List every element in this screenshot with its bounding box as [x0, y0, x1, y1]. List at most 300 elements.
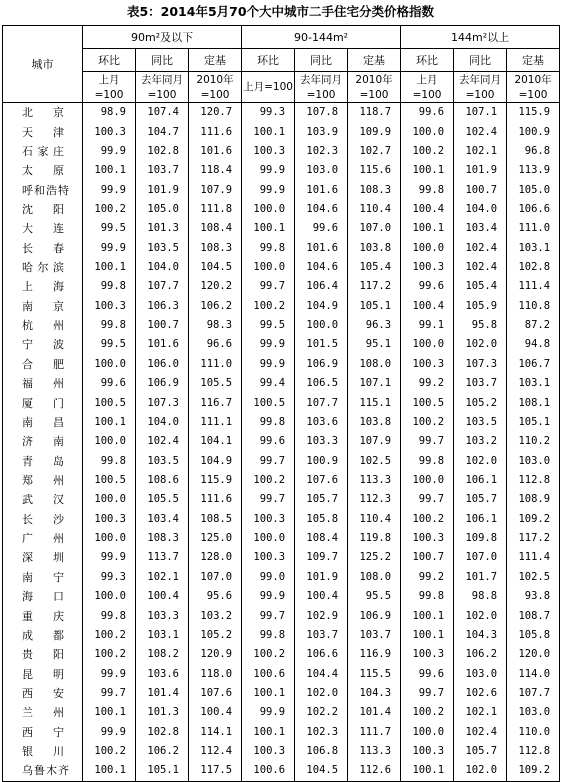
index-value: 100.2 — [401, 703, 454, 722]
index-value: 108.5 — [189, 510, 242, 529]
index-value: 87.2 — [507, 316, 560, 335]
index-value: 103.8 — [348, 239, 401, 258]
index-value: 109.8 — [454, 529, 507, 548]
city-name: 石家庄 — [3, 142, 83, 161]
index-value: 105.7 — [295, 490, 348, 509]
index-value: 105.1 — [348, 297, 401, 316]
index-value: 113.3 — [348, 471, 401, 490]
index-value: 120.7 — [189, 103, 242, 123]
index-value: 103.7 — [454, 374, 507, 393]
index-value: 99.9 — [242, 587, 295, 606]
index-value: 99.8 — [83, 277, 136, 296]
index-value: 100.5 — [401, 393, 454, 412]
index-value: 108.4 — [189, 219, 242, 238]
type-header: 环比 — [401, 49, 454, 72]
index-value: 108.1 — [507, 393, 560, 412]
index-value: 102.9 — [295, 606, 348, 625]
index-value: 104.5 — [295, 761, 348, 781]
index-value: 100.1 — [242, 684, 295, 703]
index-value: 100.3 — [242, 548, 295, 567]
index-value: 106.9 — [348, 606, 401, 625]
index-value: 107.4 — [136, 103, 189, 123]
index-value: 101.9 — [295, 568, 348, 587]
index-value: 103.0 — [507, 451, 560, 470]
index-value: 107.0 — [454, 548, 507, 567]
index-value: 101.9 — [454, 161, 507, 180]
table-row — [3, 239, 560, 258]
index-value: 113.7 — [136, 548, 189, 567]
table-row — [3, 471, 560, 490]
table-row — [3, 258, 560, 277]
base-header-suffix: =100 — [295, 87, 348, 103]
index-value: 102.4 — [454, 122, 507, 141]
index-value: 100.3 — [83, 510, 136, 529]
table-row — [3, 548, 560, 567]
index-value: 100.0 — [83, 432, 136, 451]
index-value: 103.4 — [136, 510, 189, 529]
table-row — [3, 103, 560, 123]
index-value: 100.0 — [242, 200, 295, 219]
index-value: 104.4 — [295, 664, 348, 683]
index-value: 108.2 — [136, 645, 189, 664]
index-value: 101.6 — [295, 239, 348, 258]
index-value: 104.5 — [189, 258, 242, 277]
index-value: 99.3 — [83, 568, 136, 587]
index-value: 106.5 — [295, 374, 348, 393]
index-value: 110.4 — [348, 200, 401, 219]
index-value: 105.9 — [454, 297, 507, 316]
base-header: 去年同月 — [454, 72, 507, 88]
index-value: 100.2 — [83, 645, 136, 664]
index-value: 100.4 — [189, 703, 242, 722]
index-value: 105.2 — [454, 393, 507, 412]
index-value: 104.0 — [136, 413, 189, 432]
index-value: 100.0 — [242, 258, 295, 277]
index-value: 101.3 — [136, 219, 189, 238]
index-value: 100.3 — [242, 510, 295, 529]
type-header: 定基 — [507, 49, 560, 72]
city-name: 昆明 — [3, 664, 83, 683]
type-header: 定基 — [189, 49, 242, 72]
index-value: 110.4 — [348, 510, 401, 529]
index-value: 115.9 — [507, 103, 560, 123]
city-name: 杭州 — [3, 316, 83, 335]
type-header: 同比 — [454, 49, 507, 72]
index-value: 99.3 — [242, 103, 295, 123]
index-value: 99.1 — [401, 316, 454, 335]
index-value: 103.0 — [507, 703, 560, 722]
index-value: 107.0 — [189, 568, 242, 587]
table-row — [3, 703, 560, 722]
index-value: 105.5 — [189, 374, 242, 393]
index-value: 100.2 — [242, 645, 295, 664]
index-value: 105.5 — [136, 490, 189, 509]
group-header-small: 90m²及以下 — [83, 26, 242, 49]
index-value: 100.2 — [242, 471, 295, 490]
index-value: 105.1 — [507, 413, 560, 432]
index-value: 101.7 — [454, 568, 507, 587]
index-value: 102.1 — [136, 568, 189, 587]
index-value: 107.7 — [295, 393, 348, 412]
index-value: 100.0 — [83, 529, 136, 548]
index-value: 99.7 — [242, 490, 295, 509]
index-value: 99.8 — [401, 451, 454, 470]
index-value: 100.7 — [401, 548, 454, 567]
index-value: 104.3 — [348, 684, 401, 703]
index-value: 105.1 — [136, 761, 189, 781]
index-value: 100.2 — [83, 626, 136, 645]
index-value: 105.8 — [507, 626, 560, 645]
index-value: 100.3 — [401, 742, 454, 761]
city-name: 福州 — [3, 374, 83, 393]
table-row — [3, 529, 560, 548]
index-value: 102.5 — [348, 451, 401, 470]
index-value: 96.3 — [348, 316, 401, 335]
index-value: 99.9 — [83, 142, 136, 161]
index-value: 99.8 — [242, 239, 295, 258]
city-name: 宁波 — [3, 335, 83, 354]
index-value: 100.3 — [242, 742, 295, 761]
index-value: 99.6 — [401, 103, 454, 123]
index-value: 108.3 — [136, 529, 189, 548]
index-value: 98.9 — [83, 103, 136, 123]
table-row — [3, 142, 560, 161]
table-row — [3, 761, 560, 781]
index-value: 125.0 — [189, 529, 242, 548]
city-name: 厦门 — [3, 393, 83, 412]
base-header-suffix: =100 — [507, 87, 560, 103]
base-header-suffix: =100 — [189, 87, 242, 103]
index-value: 111.0 — [189, 355, 242, 374]
index-value: 100.1 — [83, 761, 136, 781]
city-name: 乌鲁木齐 — [3, 761, 83, 781]
index-value: 118.7 — [348, 103, 401, 123]
index-value: 99.8 — [401, 180, 454, 199]
city-name: 郑州 — [3, 471, 83, 490]
city-name: 合肥 — [3, 355, 83, 374]
index-value: 110.8 — [507, 297, 560, 316]
table-row — [3, 664, 560, 683]
index-value: 115.6 — [348, 161, 401, 180]
index-value: 102.4 — [454, 258, 507, 277]
index-value: 102.0 — [454, 451, 507, 470]
city-name: 大连 — [3, 219, 83, 238]
index-value: 100.1 — [83, 161, 136, 180]
table-row — [3, 297, 560, 316]
index-value: 118.0 — [189, 664, 242, 683]
index-value: 99.8 — [242, 626, 295, 645]
index-value: 99.9 — [83, 180, 136, 199]
index-value: 107.3 — [136, 393, 189, 412]
index-value: 103.2 — [189, 606, 242, 625]
index-value: 99.9 — [83, 723, 136, 742]
type-header: 环比 — [83, 49, 136, 72]
index-value: 103.0 — [454, 664, 507, 683]
index-value: 102.3 — [295, 142, 348, 161]
index-value: 111.7 — [348, 723, 401, 742]
index-value: 99.6 — [242, 432, 295, 451]
table-row — [3, 626, 560, 645]
type-header: 定基 — [348, 49, 401, 72]
index-value: 106.9 — [295, 355, 348, 374]
index-value: 99.9 — [242, 335, 295, 354]
index-value: 100.1 — [242, 723, 295, 742]
city-name: 广州 — [3, 529, 83, 548]
table-row — [3, 645, 560, 664]
index-value: 100.0 — [83, 587, 136, 606]
index-value: 114.1 — [189, 723, 242, 742]
index-value: 107.1 — [454, 103, 507, 123]
city-name: 长春 — [3, 239, 83, 258]
index-value: 101.9 — [136, 180, 189, 199]
index-value: 99.8 — [83, 451, 136, 470]
city-name: 济南 — [3, 432, 83, 451]
index-value: 106.7 — [507, 355, 560, 374]
city-name: 南京 — [3, 297, 83, 316]
table-title: 表5：2014年5月70个大中城市二手住宅分类价格指数 — [126, 4, 435, 19]
index-value: 113.3 — [348, 742, 401, 761]
index-value: 99.8 — [83, 606, 136, 625]
table-header — [3, 26, 560, 103]
index-value: 100.0 — [401, 723, 454, 742]
index-value: 100.2 — [242, 297, 295, 316]
index-value: 125.2 — [348, 548, 401, 567]
index-value: 99.9 — [242, 161, 295, 180]
index-value: 111.1 — [189, 413, 242, 432]
index-value: 107.6 — [189, 684, 242, 703]
type-header: 同比 — [295, 49, 348, 72]
index-value: 100.1 — [242, 219, 295, 238]
city-name: 兰州 — [3, 703, 83, 722]
city-name: 青岛 — [3, 451, 83, 470]
index-value: 103.5 — [136, 239, 189, 258]
index-value: 106.8 — [295, 742, 348, 761]
index-value: 106.9 — [136, 374, 189, 393]
index-value: 107.1 — [348, 374, 401, 393]
base-header: 上月 — [83, 72, 136, 88]
index-value: 108.9 — [507, 490, 560, 509]
index-value: 103.9 — [295, 122, 348, 141]
index-value: 108.0 — [348, 568, 401, 587]
index-value: 99.9 — [83, 664, 136, 683]
index-value: 106.2 — [136, 742, 189, 761]
city-name: 西宁 — [3, 723, 83, 742]
base-header-suffix: =100 — [136, 87, 189, 103]
index-value: 100.4 — [136, 587, 189, 606]
index-value: 102.2 — [295, 703, 348, 722]
index-value: 100.5 — [83, 393, 136, 412]
city-name: 长沙 — [3, 510, 83, 529]
index-value: 104.7 — [136, 122, 189, 141]
index-value: 103.1 — [507, 239, 560, 258]
index-value: 102.3 — [295, 723, 348, 742]
index-value: 99.8 — [242, 413, 295, 432]
index-value: 106.1 — [454, 471, 507, 490]
index-value: 106.3 — [136, 297, 189, 316]
index-value: 98.3 — [189, 316, 242, 335]
base-header: 2010年 — [348, 72, 401, 88]
table-row — [3, 742, 560, 761]
index-value: 100.1 — [242, 122, 295, 141]
index-value: 99.6 — [401, 664, 454, 683]
table-row — [3, 355, 560, 374]
index-value: 120.9 — [189, 645, 242, 664]
index-value: 100.9 — [507, 122, 560, 141]
index-value: 99.9 — [242, 355, 295, 374]
index-value: 102.6 — [454, 684, 507, 703]
index-value: 100.0 — [295, 316, 348, 335]
table-row — [3, 451, 560, 470]
index-value: 101.4 — [348, 703, 401, 722]
index-value: 99.7 — [242, 451, 295, 470]
index-value: 95.5 — [348, 587, 401, 606]
index-value: 102.4 — [136, 432, 189, 451]
index-value: 109.2 — [507, 510, 560, 529]
index-value: 103.0 — [295, 161, 348, 180]
index-value: 103.3 — [136, 606, 189, 625]
index-value: 99.5 — [242, 316, 295, 335]
index-value: 100.3 — [401, 645, 454, 664]
index-value: 108.3 — [189, 239, 242, 258]
index-value: 100.1 — [401, 219, 454, 238]
index-value: 100.7 — [454, 180, 507, 199]
index-value: 99.9 — [242, 703, 295, 722]
index-value: 99.9 — [242, 180, 295, 199]
index-value: 94.8 — [507, 335, 560, 354]
city-name: 南宁 — [3, 568, 83, 587]
index-value: 109.7 — [295, 548, 348, 567]
index-value: 96.6 — [189, 335, 242, 354]
index-value: 103.7 — [348, 626, 401, 645]
index-value: 101.6 — [189, 142, 242, 161]
index-value: 107.9 — [348, 432, 401, 451]
index-value: 101.6 — [136, 335, 189, 354]
index-value: 100.1 — [401, 606, 454, 625]
index-value: 116.9 — [348, 645, 401, 664]
index-value: 106.4 — [295, 277, 348, 296]
index-value: 106.2 — [454, 645, 507, 664]
index-value: 100.2 — [83, 200, 136, 219]
index-value: 99.2 — [401, 568, 454, 587]
base-header-suffix: =100 — [348, 87, 401, 103]
index-value: 100.4 — [401, 200, 454, 219]
index-value: 112.6 — [348, 761, 401, 781]
table-row — [3, 277, 560, 296]
index-value: 99.4 — [242, 374, 295, 393]
base-header: 2010年 — [189, 72, 242, 88]
index-value: 105.7 — [454, 742, 507, 761]
index-value: 100.3 — [401, 529, 454, 548]
index-value: 103.1 — [507, 374, 560, 393]
index-value: 106.6 — [507, 200, 560, 219]
index-value: 99.9 — [83, 548, 136, 567]
table-row — [3, 490, 560, 509]
index-value: 111.8 — [189, 200, 242, 219]
index-value: 101.5 — [295, 335, 348, 354]
index-value: 99.7 — [242, 606, 295, 625]
index-value: 102.0 — [454, 606, 507, 625]
index-value: 99.0 — [242, 568, 295, 587]
index-value: 108.7 — [507, 606, 560, 625]
table-row — [3, 510, 560, 529]
index-value: 105.7 — [454, 490, 507, 509]
base-header: 上月 — [401, 72, 454, 88]
index-value: 100.4 — [401, 297, 454, 316]
index-value: 107.3 — [454, 355, 507, 374]
index-value: 95.8 — [454, 316, 507, 335]
index-value: 102.8 — [136, 142, 189, 161]
table-row — [3, 413, 560, 432]
index-value: 99.6 — [83, 374, 136, 393]
index-value: 100.1 — [83, 703, 136, 722]
base-header-suffix: =100 — [83, 87, 136, 103]
index-value: 108.3 — [348, 180, 401, 199]
index-value: 104.0 — [454, 200, 507, 219]
index-value: 102.8 — [136, 723, 189, 742]
index-value: 103.8 — [348, 413, 401, 432]
city-name: 贵阳 — [3, 645, 83, 664]
index-value: 102.7 — [348, 142, 401, 161]
index-value: 100.2 — [83, 742, 136, 761]
city-name: 哈尔滨 — [3, 258, 83, 277]
city-name: 上海 — [3, 277, 83, 296]
index-value: 106.2 — [189, 297, 242, 316]
index-value: 100.1 — [401, 626, 454, 645]
table-row — [3, 432, 560, 451]
city-name: 海口 — [3, 587, 83, 606]
index-value: 99.7 — [242, 277, 295, 296]
index-value: 104.1 — [189, 432, 242, 451]
index-value: 128.0 — [189, 548, 242, 567]
index-value: 99.5 — [83, 335, 136, 354]
index-value: 120.2 — [189, 277, 242, 296]
index-value: 100.0 — [83, 490, 136, 509]
index-value: 100.3 — [401, 258, 454, 277]
index-value: 110.2 — [507, 432, 560, 451]
index-value: 103.3 — [295, 432, 348, 451]
index-value: 117.2 — [507, 529, 560, 548]
index-value: 100.3 — [401, 355, 454, 374]
index-value: 95.6 — [189, 587, 242, 606]
index-value: 99.5 — [83, 219, 136, 238]
index-value: 100.0 — [401, 239, 454, 258]
index-value: 105.0 — [136, 200, 189, 219]
index-value: 102.4 — [454, 239, 507, 258]
index-value: 113.9 — [507, 161, 560, 180]
index-value: 115.5 — [348, 664, 401, 683]
index-value: 117.2 — [348, 277, 401, 296]
index-value: 111.0 — [507, 219, 560, 238]
index-value: 102.5 — [507, 568, 560, 587]
table-row — [3, 335, 560, 354]
table-row — [3, 393, 560, 412]
index-value: 105.2 — [189, 626, 242, 645]
index-value: 100.6 — [242, 664, 295, 683]
base-header: 上月=100 — [242, 72, 295, 103]
city-name: 沈阳 — [3, 200, 83, 219]
base-header: 去年同月 — [136, 72, 189, 88]
index-value: 102.0 — [454, 335, 507, 354]
index-value: 102.0 — [454, 761, 507, 781]
index-value: 119.8 — [348, 529, 401, 548]
index-value: 99.2 — [401, 374, 454, 393]
table-row — [3, 316, 560, 335]
index-value: 116.7 — [189, 393, 242, 412]
index-value: 109.9 — [348, 122, 401, 141]
index-value: 111.4 — [507, 548, 560, 567]
index-value: 103.6 — [136, 664, 189, 683]
index-value: 111.6 — [189, 490, 242, 509]
